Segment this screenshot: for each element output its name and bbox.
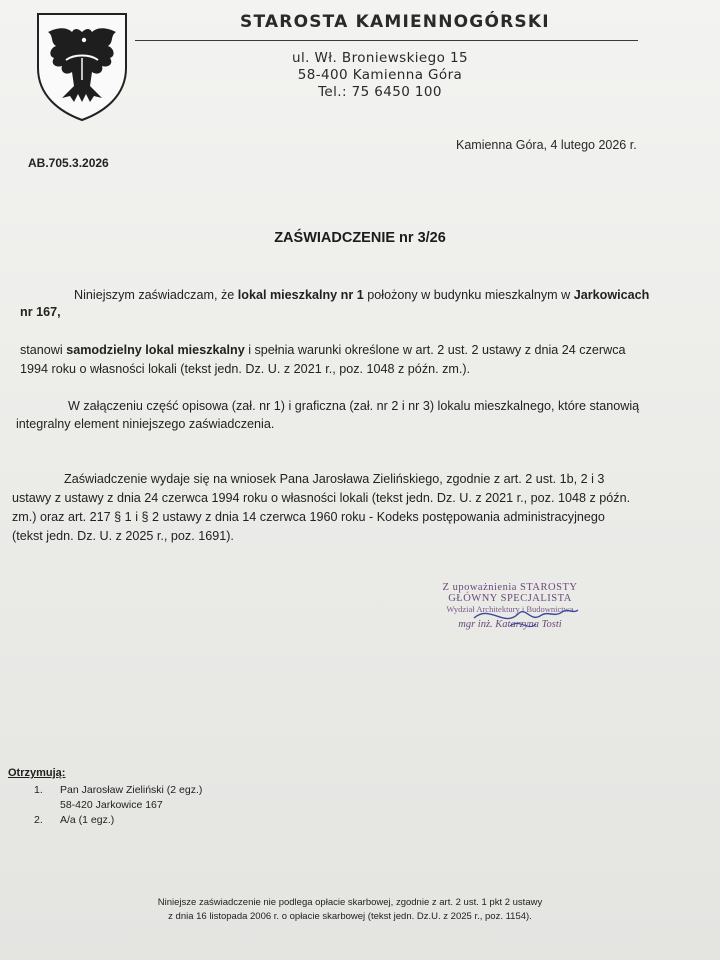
recipient-1-number: 1. — [34, 784, 43, 796]
issuer-title: STAROSTA KAMIENNOGÓRSKI — [240, 12, 550, 32]
issuer-street: ul. Wł. Broniewskiego 15 — [292, 50, 468, 66]
paragraph-4-line-1: Zaświadczenie wydaje się na wniosek Pana Jarosława Zielińskiego, zgodnie z art. 2 ust. 1b, 2 i 3 — [64, 472, 605, 486]
fee-note-line-2: z dnia 16 listopada 2006 r. o opłacie skarbowej (tekst jedn. Dz.U. z 2025 r., poz. 1154). — [168, 911, 532, 922]
paragraph-2-line-1: stanowi samodzielny lokal mieszkalny i spełnia warunki określone w art. 2 ust. 2 ustawy z dnia 24 czerwca — [20, 343, 626, 357]
paragraph-4-line-2: ustawy z ustawy z dnia 24 czerwca 1994 roku o własności lokali (tekst jedn. Dz. U. z 2021 r., poz. 1048 z późn. — [12, 491, 631, 505]
paragraph-2-line-2: 1994 roku o własności lokali (tekst jedn. Dz. U. z 2021 r., poz. 1048 z późn. zm.). — [20, 362, 471, 376]
paragraph-4-line-3: zm.) oraz art. 217 § 1 i § 2 ustawy z dnia 14 czerwca 1960 roku - Kodeks postępowania administracyjnego — [12, 510, 605, 524]
issuer-city: 58-400 Kamienna Góra — [297, 67, 463, 83]
paragraph-4-line-4: (tekst jedn. Dz. U. z 2025 r., poz. 1691). — [12, 529, 234, 543]
eagle-coat-of-arms-icon — [34, 10, 130, 122]
document-title: ZAŚWIADCZENIE nr 3/26 — [274, 230, 446, 246]
issuer-phone: Tel.: 75 6450 100 — [318, 84, 442, 100]
stamp-authority: Z upoważnienia STAROSTY — [442, 582, 578, 593]
case-reference: AB.705.3.2026 — [28, 156, 109, 170]
stamp-department: Wydział Architektury i Budownictwa — [446, 604, 574, 614]
stamp-signatory: mgr inż. Katarzyna Tosti — [458, 619, 562, 630]
recipients-heading: Otrzymują: — [8, 767, 66, 779]
paragraph-3-line-1: W załączeniu część opisowa (zał. nr 1) i graficzna (zał. nr 2 i nr 3) lokalu mieszkalnego, które stanowią — [68, 399, 640, 413]
fee-note-line-1: Niniejsze zaświadczenie nie podlega opłacie skarbowej, zgodnie z art. 2 ust. 1 pkt 2 ustawy — [157, 897, 543, 908]
recipient-1-address: 58-420 Jarkowice 167 — [60, 799, 163, 811]
handwritten-signature — [470, 598, 580, 638]
header-divider — [135, 40, 638, 41]
recipient-1-name: Pan Jarosław Zieliński (2 egz.) — [60, 784, 203, 796]
paragraph-3-line-2: integralny element niniejszego zaświadczenia. — [16, 417, 275, 431]
stamp-position: GŁÓWNY SPECJALISTA — [448, 593, 572, 604]
paragraph-1-line-2: nr 167, — [20, 305, 61, 319]
recipient-2-number: 2. — [34, 814, 43, 826]
paragraph-1-line-1: Niniejszym zaświadczam, że lokal mieszkalny nr 1 położony w budynku mieszkalnym w Jarkowicach — [74, 288, 650, 302]
document-date: Kamienna Góra, 4 lutego 2026 r. — [456, 138, 637, 152]
recipient-2-name: A/a (1 egz.) — [60, 814, 115, 826]
